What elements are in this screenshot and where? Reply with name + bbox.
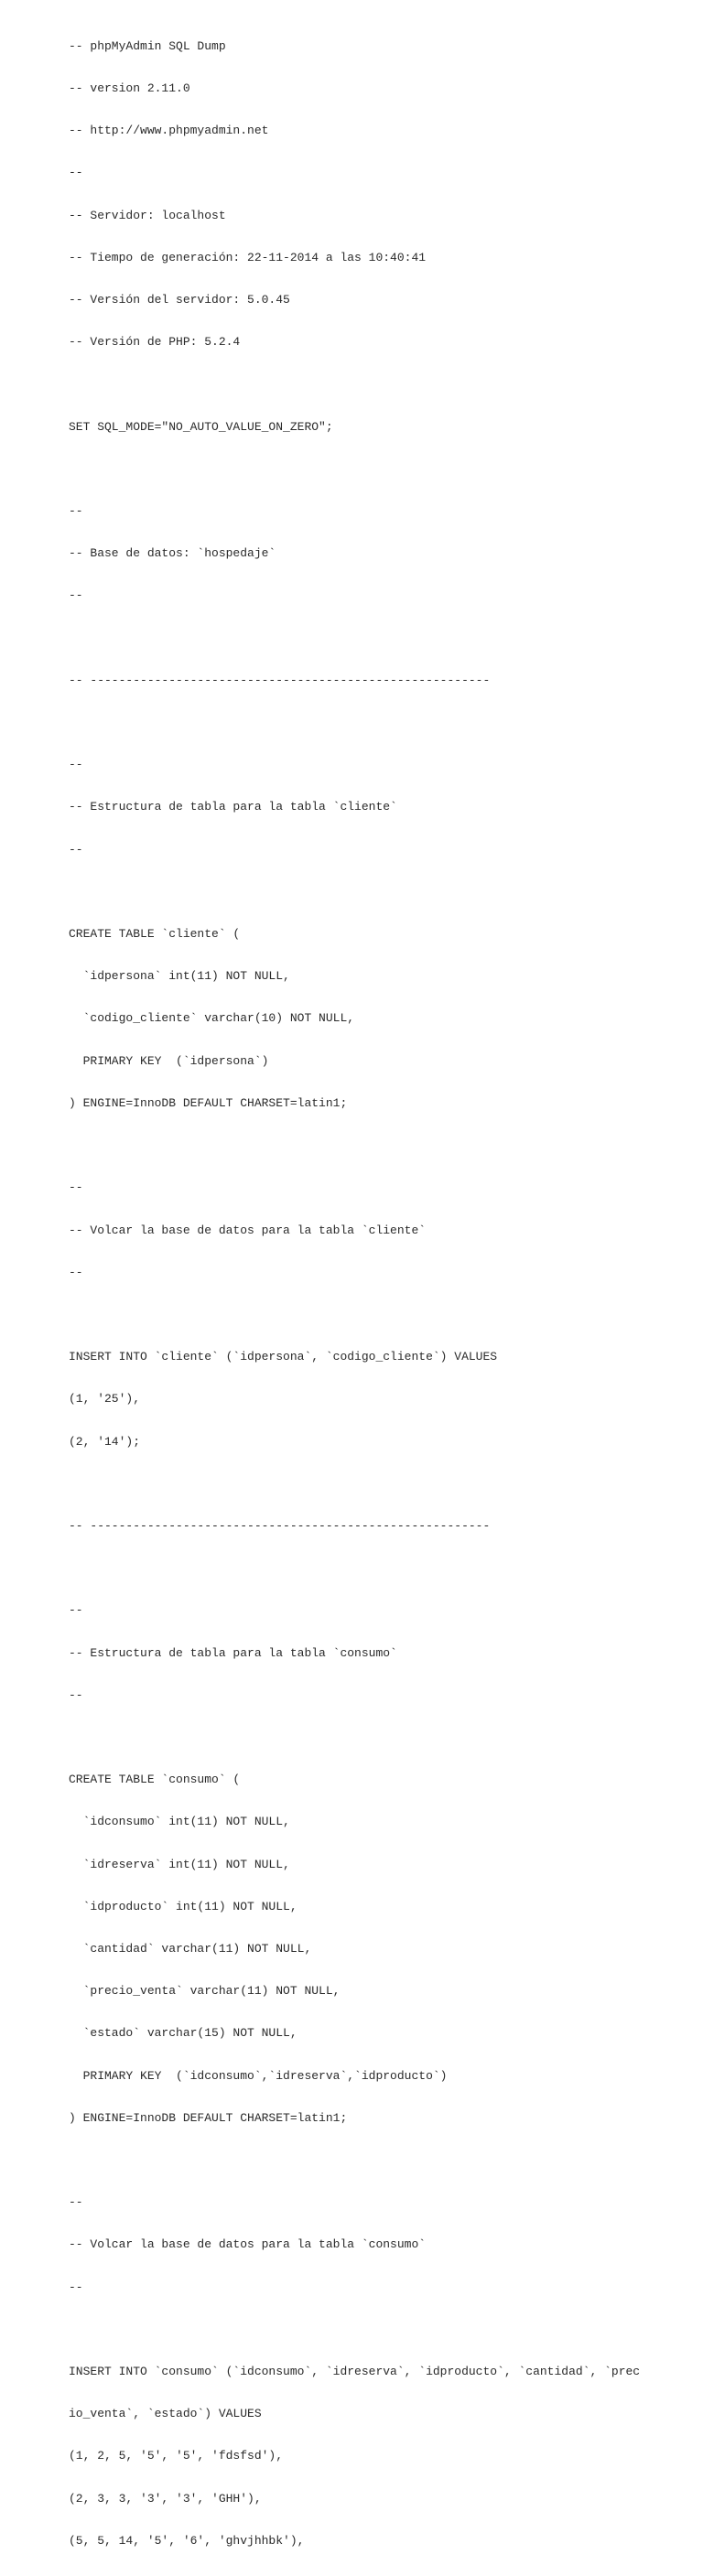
code-line: --	[69, 2195, 83, 2210]
code-line: (2, '14');	[69, 1434, 141, 1449]
code-line	[69, 885, 691, 899]
code-line: --	[69, 1180, 83, 1195]
code-line: -- Servidor: localhost	[69, 208, 226, 222]
code-line: -- Versión de PHP: 5.2.4	[69, 335, 241, 350]
code-line: `idpersona` int(11) NOT NULL,	[69, 969, 290, 984]
code-line: --	[69, 842, 83, 857]
code-line	[69, 1561, 691, 1575]
code-line: --	[69, 1603, 83, 1618]
code-line: `idconsumo` int(11) NOT NULL,	[69, 1815, 290, 1829]
code-line: SET SQL_MODE="NO_AUTO_VALUE_ON_ZERO";	[69, 419, 333, 434]
code-line: INSERT INTO `cliente` (`idpersona`, `codigo_cliente`) VALUES	[69, 1350, 498, 1364]
code-line: -- --------------------------------------------------------	[69, 673, 491, 687]
code-line: -- Versión del servidor: 5.0.45	[69, 293, 290, 307]
code-line: (1, 2, 5, '5', '5', 'fdsfsd'),	[69, 2449, 284, 2463]
code-line: --	[69, 588, 83, 603]
code-line	[69, 716, 691, 729]
code-line: -- Estructura de tabla para la tabla `consumo`	[69, 1645, 397, 1660]
code-line: -- Estructura de tabla para la tabla `cliente`	[69, 800, 397, 814]
code-line: --	[69, 1265, 83, 1279]
code-line: PRIMARY KEY (`idconsumo`,`idreserva`,`idproducto`)	[69, 2068, 448, 2083]
code-line	[69, 377, 691, 391]
code-line: INSERT INTO `consumo` (`idconsumo`, `idreserva`, `idproducto`, `cantidad`, `prec	[69, 2364, 641, 2378]
code-line: -- Volcar la base de datos para la tabla `consumo`	[69, 2237, 427, 2252]
code-line: --	[69, 758, 83, 772]
code-line: --	[69, 1687, 83, 1702]
code-line: -- Base de datos: `hospedaje`	[69, 546, 276, 561]
code-line: ) ENGINE=InnoDB DEFAULT CHARSET=latin1;	[69, 1095, 348, 1110]
code-line: PRIMARY KEY (`idpersona`)	[69, 1053, 269, 1068]
code-line: --	[69, 2280, 83, 2294]
code-line: --	[69, 504, 83, 519]
code-line: ) ENGINE=InnoDB DEFAULT CHARSET=latin1;	[69, 2110, 348, 2125]
code-line: `idproducto` int(11) NOT NULL,	[69, 1899, 297, 1913]
code-line: -- Volcar la base de datos para la tabla `cliente`	[69, 1223, 427, 1237]
code-line	[69, 1477, 691, 1491]
code-line: -- phpMyAdmin SQL Dump	[69, 38, 226, 53]
code-line	[69, 1308, 691, 1321]
code-line: `estado` varchar(15) NOT NULL,	[69, 2026, 297, 2041]
code-line: -- Tiempo de generación: 22-11-2014 a las 10:40:41	[69, 250, 427, 264]
code-line: CREATE TABLE `consumo` (	[69, 1773, 241, 1787]
code-line: `idreserva` int(11) NOT NULL,	[69, 1857, 290, 1871]
code-line: CREATE TABLE `cliente` (	[69, 927, 241, 942]
code-line	[69, 2153, 691, 2167]
code-line: io_venta`, `estado`) VALUES	[69, 2407, 262, 2421]
code-line: -- version 2.11.0	[69, 81, 190, 96]
code-line: (1, '25'),	[69, 1392, 141, 1407]
code-line	[69, 462, 691, 476]
code-line: (5, 5, 14, '5', '6', 'ghvjhhbk'),	[69, 2533, 305, 2548]
sql-dump-text	[69, 11, 691, 2576]
code-line	[69, 1730, 691, 1744]
code-line	[69, 631, 691, 645]
code-line: `precio_venta` varchar(11) NOT NULL,	[69, 1984, 341, 1999]
code-line	[69, 1138, 691, 1152]
code-line: -- --------------------------------------------------------	[69, 1518, 491, 1533]
code-line: `codigo_cliente` varchar(10) NOT NULL,	[69, 1011, 355, 1026]
code-line	[69, 2323, 691, 2336]
code-line: `cantidad` varchar(11) NOT NULL,	[69, 1941, 312, 1956]
code-line: -- http://www.phpmyadmin.net	[69, 124, 269, 138]
code-line: (2, 3, 3, '3', '3', 'GHH'),	[69, 2491, 262, 2506]
code-line: --	[69, 166, 83, 180]
